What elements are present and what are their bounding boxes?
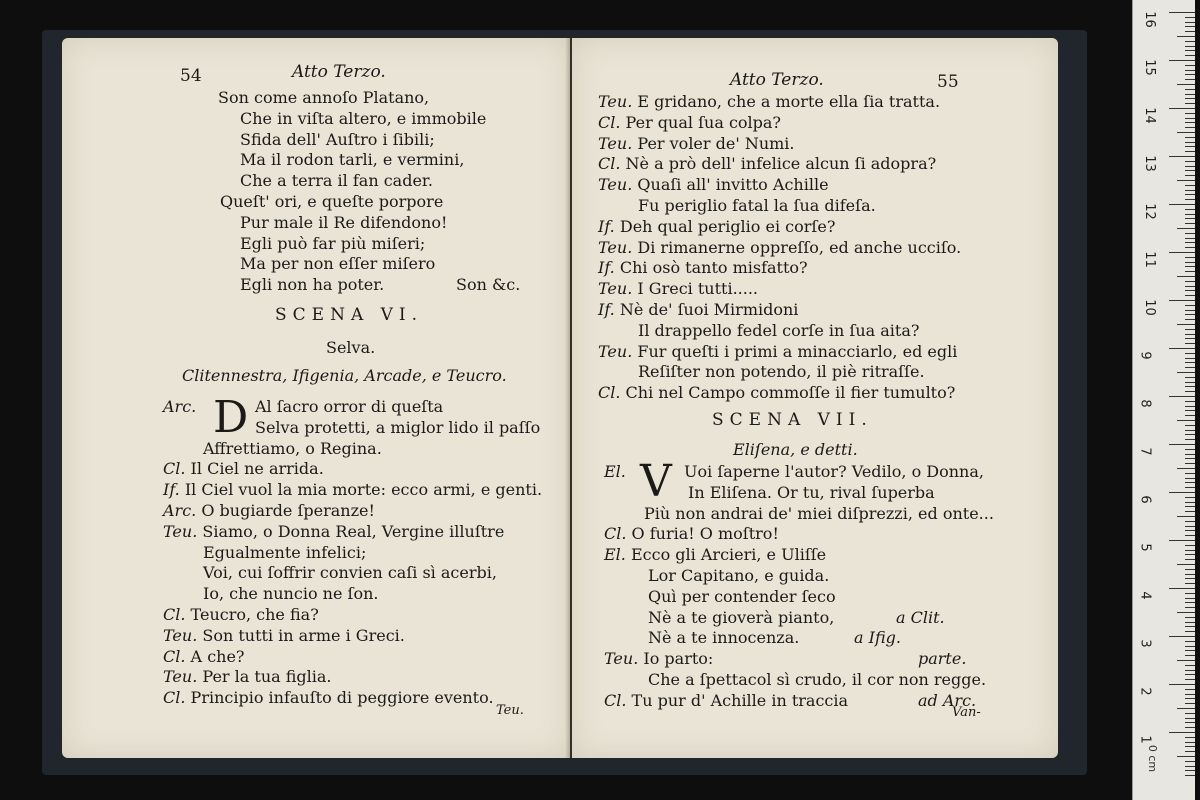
scene-characters-vii: Eliſena, e detti.	[733, 440, 858, 459]
speaker: Cl.	[604, 690, 627, 710]
scene-setting: Selva.	[326, 338, 376, 357]
ruler-tick	[1185, 766, 1195, 767]
ruler-tick	[1185, 770, 1195, 771]
ruler-tick	[1185, 607, 1195, 608]
stage-direction: a Clit.	[896, 607, 945, 627]
ruler-tick	[1169, 300, 1195, 301]
ruler-tick	[1185, 190, 1195, 191]
ruler-tick	[1185, 290, 1195, 291]
ruler-tick	[1185, 401, 1195, 402]
ruler-tick	[1185, 713, 1195, 714]
dialogue-text: Io parto:	[643, 649, 714, 669]
ruler-tick	[1185, 233, 1195, 234]
speaker: If.	[598, 258, 615, 278]
ruler-tick	[1185, 430, 1195, 431]
ruler-tick	[1185, 487, 1195, 488]
ruler-tick	[1185, 314, 1195, 315]
ruler-tick	[1185, 358, 1195, 359]
ruler-label: 13	[1141, 155, 1157, 172]
drop-cap-d: D	[213, 392, 249, 443]
ruler-label: 14	[1141, 107, 1157, 124]
dialogue-text: Che a ſpettacol sì crudo, il cor non regge.	[648, 669, 987, 689]
ruler-label: 9	[1137, 351, 1153, 360]
ruler-tick	[1185, 583, 1195, 584]
ruler-tick	[1169, 540, 1195, 541]
ruler-tick	[1185, 242, 1195, 243]
ruler-tick	[1185, 238, 1195, 239]
speaker: Teu.	[163, 667, 198, 687]
ruler-tick	[1185, 670, 1195, 671]
ruler-tick	[1185, 310, 1195, 311]
speaker: Teu.	[598, 237, 633, 257]
ruler-tick	[1185, 74, 1195, 75]
ruler-tick	[1185, 127, 1195, 128]
ruler-tick	[1185, 55, 1195, 56]
ruler-tick	[1177, 84, 1195, 85]
ruler-tick	[1185, 214, 1195, 215]
ruler-tick	[1185, 478, 1195, 479]
ruler-tick	[1185, 146, 1195, 147]
dialogue-text: Egualmente infelici;	[203, 542, 367, 562]
ruler-tick	[1185, 617, 1195, 618]
left-page-number: 54	[180, 66, 202, 86]
dialogue-text: Teucro, che fia?	[190, 604, 319, 624]
ruler-tick	[1169, 444, 1195, 445]
ruler-tick	[1185, 170, 1195, 171]
ruler-tick	[1185, 199, 1195, 200]
dialogue-text: Il drappello fedel corſe in ſua aita?	[638, 320, 920, 340]
dialogue-text: Principio infauſto di peggiore evento.	[190, 688, 494, 708]
ruler-tick	[1169, 252, 1195, 253]
ruler-tick	[1185, 410, 1195, 411]
speaker: Arc.	[163, 397, 197, 416]
speaker: Teu.	[598, 92, 633, 111]
ruler-tick	[1185, 382, 1195, 383]
ruler-unit: 0 cm	[1146, 744, 1160, 773]
verse-line: Ma per non eſſer miſero	[240, 254, 436, 274]
ruler-tick	[1185, 137, 1195, 138]
speaker: Teu.	[163, 625, 198, 645]
scene-title-vi: SCENA VI.	[275, 305, 424, 325]
ruler-tick	[1177, 420, 1195, 421]
ruler-tick	[1185, 722, 1195, 723]
speaker: If.	[598, 216, 615, 236]
ruler-tick	[1177, 180, 1195, 181]
ruler-tick	[1185, 209, 1195, 210]
ruler-tick	[1185, 70, 1195, 71]
ruler-label: 10	[1141, 299, 1157, 316]
speaker: Teu.	[604, 649, 639, 669]
ruler-tick	[1185, 175, 1195, 176]
dialogue-text: Tu pur d' Achille in traccia	[631, 690, 849, 710]
ruler-tick	[1185, 319, 1195, 320]
ruler-label: 3	[1137, 639, 1153, 648]
ruler-tick	[1185, 218, 1195, 219]
ruler-tick	[1177, 564, 1195, 565]
ruler-tick	[1177, 660, 1195, 661]
ruler-label: 8	[1137, 399, 1153, 408]
drop-cap-v: V	[640, 456, 672, 507]
dialogue-text: Per la tua figlia.	[202, 667, 332, 687]
dialogue-text: Siamo, o Donna Real, Vergine illuſtre	[202, 521, 505, 541]
ruler-tick	[1185, 89, 1195, 90]
ruler-tick	[1185, 79, 1195, 80]
ruler-tick	[1185, 535, 1195, 536]
dialogue-text: O bugiarde ſperanze!	[201, 500, 375, 520]
ruler-tick	[1177, 516, 1195, 517]
dialogue-text: Il Ciel ne arrida.	[190, 459, 324, 479]
ruler-tick	[1185, 194, 1195, 195]
dialogue-text: Di rimanerne oppreſſo, ed anche ucciſo.	[637, 237, 962, 257]
measuring-ruler	[1132, 0, 1195, 800]
ruler-tick	[1185, 362, 1195, 363]
ruler-tick	[1185, 65, 1195, 66]
ruler-label: 6	[1137, 495, 1153, 504]
ruler-tick	[1185, 142, 1195, 143]
speaker: If.	[598, 299, 615, 319]
ruler-tick	[1185, 593, 1195, 594]
ruler-tick	[1185, 113, 1195, 114]
ruler-tick	[1177, 276, 1195, 277]
ruler-tick	[1185, 262, 1195, 263]
ruler-tick	[1185, 415, 1195, 416]
ruler-tick	[1185, 31, 1195, 32]
ruler-tick	[1185, 578, 1195, 579]
speaker: If.	[163, 480, 180, 500]
ruler-tick	[1185, 391, 1195, 392]
ruler-tick	[1185, 650, 1195, 651]
ruler-tick	[1177, 612, 1195, 613]
ruler-tick	[1185, 511, 1195, 512]
ruler-tick	[1185, 737, 1195, 738]
dialogue-text: Affrettiamo, o Regina.	[203, 438, 382, 458]
ruler-tick	[1185, 622, 1195, 623]
ruler-tick	[1185, 502, 1195, 503]
ruler-tick	[1185, 454, 1195, 455]
speaker: Teu.	[598, 279, 633, 299]
ruler-tick	[1185, 449, 1195, 450]
ruler-tick	[1185, 367, 1195, 368]
ruler-tick	[1185, 574, 1195, 575]
speaker: Arc.	[163, 500, 197, 520]
ruler-tick	[1185, 458, 1195, 459]
ruler-tick	[1185, 41, 1195, 42]
ruler-tick	[1185, 406, 1195, 407]
right-dialogue-scene-vii	[604, 456, 994, 712]
dialogue-text: Selva protetti, a miglor lido il paſſo	[255, 417, 541, 437]
dialogue-text: Fu periglio fatal la ſua difeſa.	[638, 195, 876, 215]
ruler-tick	[1177, 132, 1195, 133]
ruler-tick	[1185, 295, 1195, 296]
left-catchword: Teu.	[496, 703, 524, 718]
ruler-label: 7	[1137, 447, 1153, 456]
dialogue-text: Nè a te gioverà pianto,	[648, 607, 835, 627]
ruler-tick	[1185, 22, 1195, 23]
dialogue-text: Più non andrai de' miei diſprezzi, ed onte...	[644, 503, 994, 523]
dialogue-text: Nè a te innocenza.	[648, 628, 800, 648]
speaker: Cl.	[163, 604, 186, 624]
ruler-tick	[1185, 497, 1195, 498]
dialogue-text: Lor Capitano, e guida.	[648, 565, 830, 585]
ruler-tick	[1185, 98, 1195, 99]
ruler-tick	[1169, 684, 1195, 685]
dialogue-text: Ecco gli Arcieri, e Uliſſe	[630, 545, 827, 565]
dialogue-text: Nè de' ſuoi Mirmidoni	[619, 299, 799, 319]
ruler-tick	[1185, 266, 1195, 267]
ruler-tick	[1185, 689, 1195, 690]
stage-direction: a Ifig.	[854, 628, 901, 648]
dialogue-text: Quaſi all' invitto Achille	[637, 175, 829, 195]
ruler-tick	[1185, 46, 1195, 47]
dialogue-text: I Greci tutti.....	[637, 279, 758, 299]
ruler-tick	[1185, 118, 1195, 119]
speaker: El.	[604, 462, 626, 481]
ruler-tick	[1185, 530, 1195, 531]
ruler-tick	[1185, 50, 1195, 51]
ruler-tick	[1185, 679, 1195, 680]
speaker: Teu.	[598, 133, 633, 153]
ruler-tick	[1185, 482, 1195, 483]
dialogue-text: Fur queſti i primi a minacciarlo, ed egli	[637, 341, 958, 361]
ruler-tick	[1169, 492, 1195, 493]
ruler-tick	[1185, 386, 1195, 387]
ruler-tick	[1169, 636, 1195, 637]
ruler-tick	[1169, 348, 1195, 349]
right-catchword: Van-	[952, 705, 981, 720]
ruler-tick	[1177, 708, 1195, 709]
ruler-tick	[1177, 228, 1195, 229]
ruler-tick	[1185, 761, 1195, 762]
ruler-label: 12	[1141, 203, 1157, 220]
scene-characters-vi: Clitennestra, Ifigenia, Arcade, e Teucro.	[182, 366, 507, 385]
ruler-label: 15	[1141, 59, 1157, 76]
verse-line: Egli può far più miſeri;	[240, 233, 426, 253]
ruler-tick	[1185, 646, 1195, 647]
ruler-tick	[1185, 698, 1195, 699]
dialogue-text: In Eliſena. Or tu, rival ſuperba	[688, 482, 935, 502]
ruler-tick	[1185, 151, 1195, 152]
ruler-tick	[1185, 103, 1195, 104]
ruler-tick	[1185, 559, 1195, 560]
ruler-tick	[1177, 36, 1195, 37]
dialogue-text: Reſiſter non potendo, il piè ritraſſe.	[638, 362, 925, 382]
dialogue-text: Deh qual periglio ei corſe?	[619, 216, 836, 236]
speaker: Cl.	[163, 459, 186, 479]
verse-line: Son come annoſo Platano,	[218, 88, 430, 107]
ruler-tick	[1185, 223, 1195, 224]
ruler-tick	[1185, 94, 1195, 95]
ruler-tick	[1185, 775, 1195, 776]
speaker: El.	[604, 545, 626, 565]
ruler-tick	[1185, 631, 1195, 632]
ruler-tick	[1185, 463, 1195, 464]
right-dialogue	[598, 92, 961, 404]
ruler-tick	[1185, 641, 1195, 642]
ruler-label: 16	[1141, 11, 1157, 28]
speaker: Teu.	[163, 521, 198, 541]
ruler-label: 2	[1137, 687, 1153, 696]
ruler-tick	[1169, 732, 1195, 733]
dialogue-text: E gridano, che a morte ella ſia tratta.	[637, 92, 941, 111]
ruler-tick	[1185, 655, 1195, 656]
ruler-tick	[1185, 703, 1195, 704]
ruler-tick	[1169, 156, 1195, 157]
verse-line: Pur male il Re difendono!	[240, 212, 448, 232]
ruler-tick	[1185, 545, 1195, 546]
ruler-tick	[1185, 122, 1195, 123]
ruler-tick	[1169, 60, 1195, 61]
verse-line: Queſt' ori, e queſte porpore	[220, 191, 444, 211]
speaker: Teu.	[598, 175, 633, 195]
ruler-tick	[1185, 742, 1195, 743]
ruler-tick	[1185, 286, 1195, 287]
exit-mark: Son &c.	[456, 275, 521, 294]
ruler-tick	[1185, 506, 1195, 507]
speaker: Cl.	[598, 383, 621, 403]
ruler-tick	[1185, 521, 1195, 522]
ruler-tick	[1185, 26, 1195, 27]
verse-line: Che in viſta altero, e immobile	[240, 108, 487, 128]
verse-line: Che a terra il fan cader.	[240, 171, 433, 191]
ruler-tick	[1177, 756, 1195, 757]
ruler-tick	[1177, 468, 1195, 469]
dialogue-text: Il Ciel vuol la mia morte: ecco armi, e genti.	[184, 480, 543, 500]
ruler-tick	[1185, 550, 1195, 551]
ruler-tick	[1185, 473, 1195, 474]
speaker: Teu.	[598, 341, 633, 361]
ruler-tick	[1185, 727, 1195, 728]
ruler-tick	[1169, 204, 1195, 205]
ruler-tick	[1185, 554, 1195, 555]
ruler-tick	[1185, 439, 1195, 440]
ruler-tick	[1185, 305, 1195, 306]
ruler-tick	[1185, 718, 1195, 719]
right-running-head: Atto Terzo.	[730, 70, 824, 90]
ruler-tick	[1177, 324, 1195, 325]
ruler-tick	[1185, 434, 1195, 435]
dialogue-text: Chi nel Campo commoſſe il fier tumulto?	[625, 383, 956, 403]
dialogue-text: Per qual ſua colpa?	[625, 112, 782, 132]
verse-line: Egli non ha poter.	[240, 275, 385, 295]
dialogue-text: Voi, cui ſoffrir convien caſi sì acerbi,	[203, 563, 497, 583]
ruler-tick	[1169, 396, 1195, 397]
dialogue-text: O furia! O moſtro!	[631, 524, 779, 544]
ruler-label: 1	[1137, 735, 1153, 744]
left-running-head: Atto Terzo.	[292, 62, 386, 82]
verse-line: Ma il rodon tarli, e vermini,	[240, 150, 465, 170]
ruler-tick	[1185, 329, 1195, 330]
scene-title-vii: SCENA VII.	[712, 410, 873, 430]
ruler-tick	[1185, 185, 1195, 186]
left-dialogue	[163, 392, 543, 709]
verse-line: Sfida dell' Auſtro i ſibili;	[240, 129, 435, 149]
speaker: Cl.	[163, 688, 186, 708]
ruler-tick	[1185, 257, 1195, 258]
ruler-tick	[1185, 17, 1195, 18]
ruler-tick	[1185, 353, 1195, 354]
ruler-tick	[1185, 674, 1195, 675]
ruler-tick	[1185, 751, 1195, 752]
speaker: Cl.	[604, 524, 627, 544]
ruler-tick	[1185, 569, 1195, 570]
right-page-number: 55	[937, 72, 959, 92]
ruler-tick	[1185, 665, 1195, 666]
ruler-tick	[1169, 12, 1195, 13]
stage-direction: ad Arc.	[918, 690, 977, 710]
speaker: Cl.	[598, 112, 621, 132]
dialogue-text: Io, che nuncio ne ſon.	[203, 584, 379, 604]
ruler-tick	[1185, 598, 1195, 599]
ruler-tick	[1185, 626, 1195, 627]
ruler-tick	[1185, 425, 1195, 426]
ruler-label: 4	[1137, 591, 1153, 600]
ruler-tick	[1185, 746, 1195, 747]
left-verse-block	[218, 88, 486, 296]
ruler-tick	[1169, 108, 1195, 109]
ruler-tick	[1185, 161, 1195, 162]
dialogue-text: Al ſacro orror di queſta	[255, 397, 444, 416]
ruler-tick	[1185, 343, 1195, 344]
ruler-tick	[1185, 526, 1195, 527]
ruler-tick	[1185, 271, 1195, 272]
dialogue-text: Son tutti in arme i Greci.	[202, 625, 405, 645]
speaker: Cl.	[598, 154, 621, 174]
ruler-tick	[1185, 694, 1195, 695]
dialogue-text: Uoi ſaperne l'autor? Vedilo, o Donna,	[684, 462, 984, 481]
dialogue-text: Chi osò tanto misfatto?	[619, 258, 808, 278]
dialogue-text: A che?	[190, 646, 245, 666]
ruler-tick	[1185, 338, 1195, 339]
ruler-tick	[1177, 372, 1195, 373]
ruler-label: 5	[1137, 543, 1153, 552]
ruler-tick	[1185, 281, 1195, 282]
speaker: Cl.	[163, 646, 186, 666]
dialogue-text: Per voler de' Numi.	[637, 133, 795, 153]
ruler-tick	[1185, 247, 1195, 248]
ruler-tick	[1185, 602, 1195, 603]
ruler-tick	[1185, 166, 1195, 167]
ruler-label: 11	[1141, 251, 1157, 268]
stage-direction: parte.	[918, 649, 967, 669]
dialogue-text: Nè a prò dell' infelice alcun ſi adopra?	[625, 154, 937, 174]
ruler-tick	[1185, 377, 1195, 378]
ruler-tick	[1185, 334, 1195, 335]
ruler-tick	[1169, 588, 1195, 589]
dialogue-text: Quì per contender ſeco	[648, 586, 836, 606]
